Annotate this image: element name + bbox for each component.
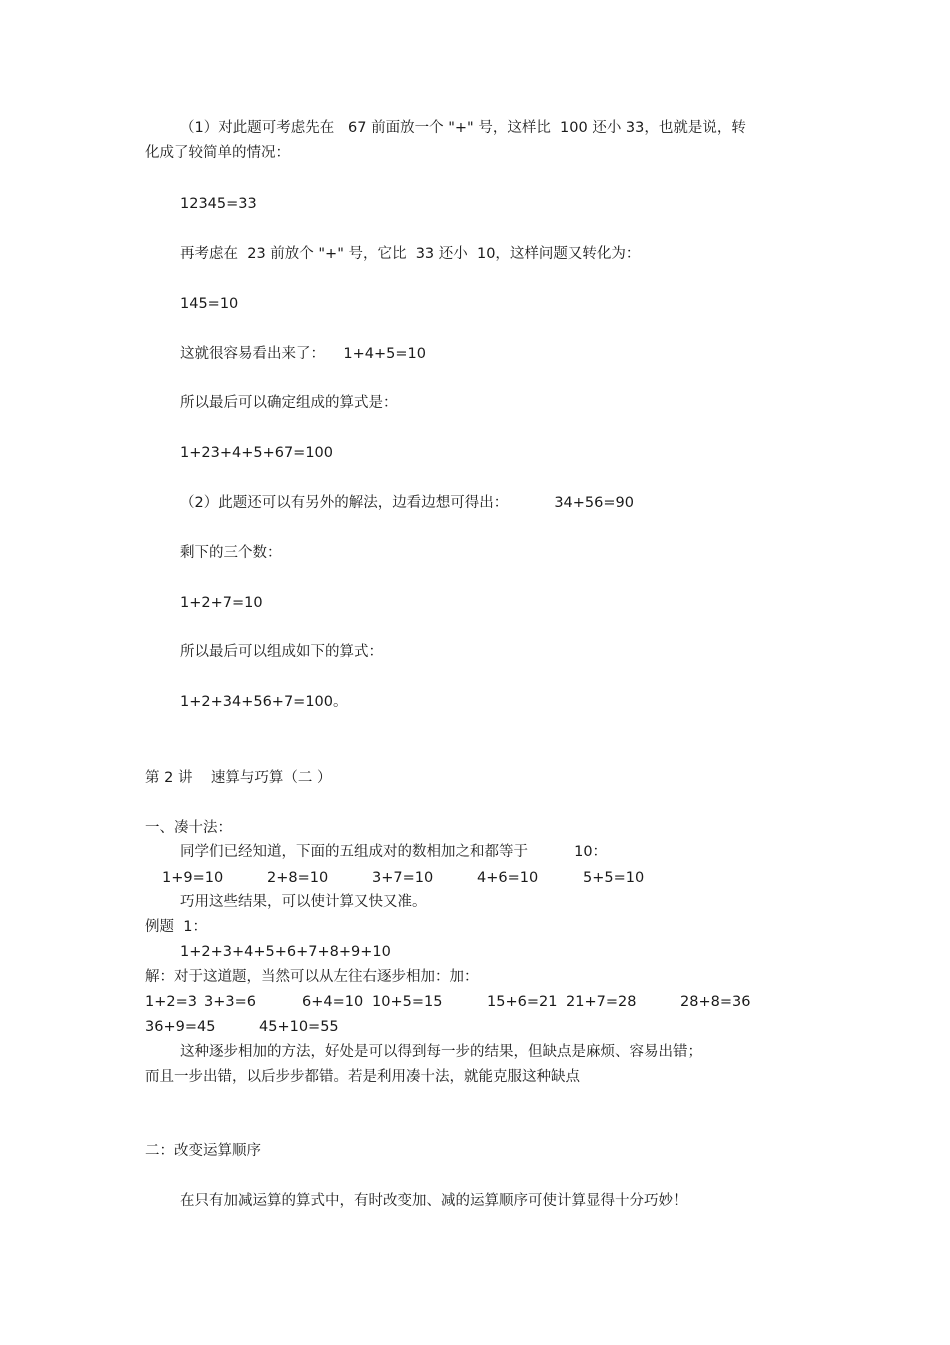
step-2: 3+3=6 xyxy=(204,994,256,1010)
section1-heading: 一、凑十法： xyxy=(145,820,232,836)
equation-4: 1+2+7=10 xyxy=(180,595,263,611)
step-5: 15+6=21 xyxy=(487,994,558,1010)
paragraph-remaining: 剩下的三个数： xyxy=(180,545,282,561)
step-1: 1+2=3 xyxy=(145,994,197,1010)
section1-note: 巧用这些结果，可以使计算又快又准。 xyxy=(180,894,427,910)
section2-text: 在只有加减运算的算式中，有时改变加、减的运算顺序可使计算显得十分巧妙！ xyxy=(180,1193,688,1209)
pair-1: 1+9=10 xyxy=(162,870,224,886)
step-4: 10+5=15 xyxy=(372,994,443,1010)
section1-intro: 同学们已经知道，下面的五组成对的数相加之和都等于 10： xyxy=(180,844,608,860)
equation-1: 12345=33 xyxy=(180,196,257,212)
pair-5: 5+5=10 xyxy=(583,870,645,886)
paragraph-step3: 这就很容易看出来了： 1+4+5=10 xyxy=(180,346,427,362)
conclusion-line1: 这种逐步相加的方法，好处是可以得到每一步的结果，但缺点是麻烦、容易出错； xyxy=(180,1044,702,1060)
example-label: 例题 1： xyxy=(145,919,207,935)
paragraph-step2: 再考虑在 23 前放个 "+" 号，它比 33 还小 10，这样问题又转化为： xyxy=(180,246,641,262)
step-6: 21+7=28 xyxy=(566,994,637,1010)
step-7: 28+8=36 xyxy=(680,994,751,1010)
conclusion-line2: 而且一步出错，以后步步都错。若是利用凑十法，就能克服这种缺点 xyxy=(145,1069,580,1085)
step-3: 6+4=10 xyxy=(302,994,364,1010)
step-8: 36+9=45 xyxy=(145,1019,216,1035)
example-expression: 1+2+3+4+5+6+7+8+9+10 xyxy=(180,944,391,960)
pair-3: 3+7=10 xyxy=(372,870,434,886)
paragraph-final: 所以最后可以组成如下的算式： xyxy=(180,644,383,660)
solution-intro: 解：对于这道题，当然可以从左往右逐步相加：加： xyxy=(145,969,479,985)
paragraph-method1-line1: （1）对此题可考虑先在 67 前面放一个 "+" 号，这样比 100 还小 33，也就是说，转 xyxy=(180,120,746,136)
equation-3: 1+23+4+5+67=100 xyxy=(180,445,334,461)
paragraph-step4: 所以最后可以确定组成的算式是： xyxy=(180,395,398,411)
equation-2: 145=10 xyxy=(180,296,239,312)
paragraph-method1-line2: 化成了较简单的情况： xyxy=(145,145,290,161)
equation-5: 1+2+34+56+7=100。 xyxy=(180,694,348,710)
section2-heading: 二：改变运算顺序 xyxy=(145,1143,261,1159)
lecture-title: 第 2 讲 速算与巧算（二 ） xyxy=(145,770,332,786)
step-9: 45+10=55 xyxy=(259,1019,339,1035)
paragraph-method2: （2）此题还可以有另外的解法，边看边想可得出： 34+56=90 xyxy=(180,495,634,511)
pair-4: 4+6=10 xyxy=(477,870,539,886)
pair-2: 2+8=10 xyxy=(267,870,329,886)
